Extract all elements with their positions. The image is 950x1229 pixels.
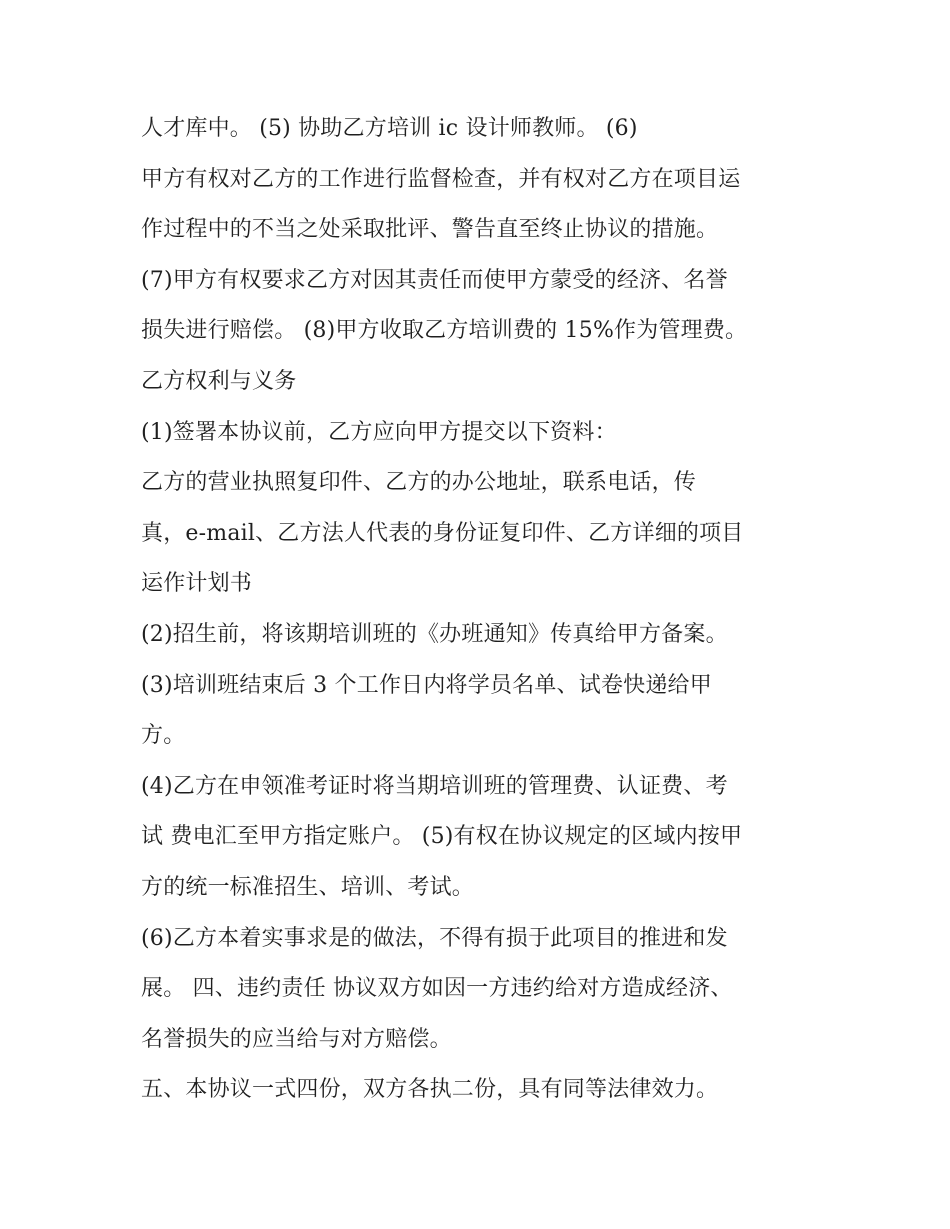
text-line: 甲方有权对乙方的工作进行监督检查，并有权对乙方在项目运	[141, 166, 741, 192]
text-line: (4)乙方在申领准考证时将当期培训班的管理费、认证费、考	[141, 773, 728, 799]
text-line: (2)招生前，将该期培训班的《办班通知》传真给甲方备案。	[141, 621, 728, 647]
text-line: 作过程中的不当之处采取批评、警告直至终止协议的措施。	[141, 217, 719, 243]
text-line: 损失进行赔偿。 (8)甲方收取乙方培训费的 15%作为管理费。	[141, 318, 748, 344]
text-line: 展。 四、违约责任 协议双方如因一方违约给对方造成经济、	[141, 976, 733, 1002]
section-heading: 乙方权利与义务	[141, 368, 297, 394]
text-line: 方。	[141, 723, 186, 749]
text-line: 试 费电汇至甲方指定账户。 (5)有权在协议规定的区域内按甲	[141, 824, 743, 850]
document-body	[141, 110, 831, 1122]
text-line: (6)乙方本着实事求是的做法，不得有损于此项目的推进和发	[141, 925, 728, 951]
text-line: (1)签署本协议前，乙方应向甲方提交以下资料：	[141, 419, 617, 445]
text-line: (7)甲方有权要求乙方对因其责任而使甲方蒙受的经济、名誉	[141, 267, 728, 293]
text-line: 乙方的营业执照复印件、乙方的办公地址，联系电话，传	[141, 470, 697, 496]
text-line: 真，e-mail、乙方法人代表的身份证复印件、乙方详细的项目	[141, 520, 744, 546]
text-line: 五、本协议一式四份，双方各执二份，具有同等法律效力。	[141, 1077, 719, 1103]
text-line: 运作计划书	[141, 571, 253, 597]
text-line: 名誉损失的应当给与对方赔偿。	[141, 1026, 452, 1052]
text-line: 人才库中。 (5) 协助乙方培训 ic 设计师教师。 (6)	[141, 116, 638, 141]
text-line: 方的统一标准招生、培训、考试。	[141, 874, 475, 900]
text-line: (3)培训班结束后 3 个工作日内将学员名单、试卷快递给甲	[141, 672, 712, 698]
